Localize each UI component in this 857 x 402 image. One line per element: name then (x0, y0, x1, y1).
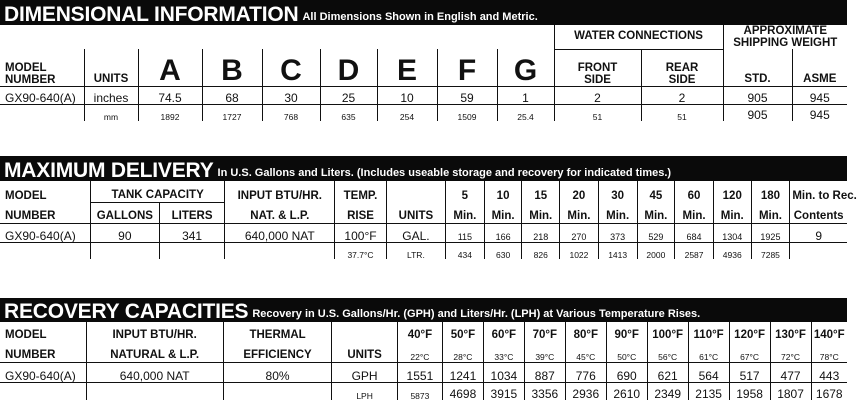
gallons-cell: 90 (90, 223, 159, 242)
delivery-value: 166 (484, 223, 522, 242)
minutes-10: 10 (484, 181, 522, 202)
delivery-table (0, 181, 857, 260)
temp-c-header: 45°C (565, 341, 606, 362)
recovery-input-cell: 640,000 NAT (86, 362, 223, 382)
dimensional-title: DIMENSIONAL INFORMATION (4, 3, 299, 26)
recovery-value: 1551 (397, 362, 442, 382)
efficiency-cell (223, 382, 332, 400)
recovery-header-row-2 (0, 341, 847, 362)
dimensional-row-mm (0, 104, 847, 121)
temp-c-header: 56°C (647, 341, 688, 362)
minutes-60: 60 (675, 181, 714, 202)
dimensional-header-row-1 (0, 25, 847, 49)
dim-value-f: 1509 (437, 104, 497, 121)
recovery-model-cell (0, 382, 86, 400)
approx-shipping-header (723, 25, 847, 49)
recovery-table (0, 322, 847, 400)
dim-value-d: 635 (320, 104, 377, 121)
recovery-value: 477 (770, 362, 811, 382)
rear-side-line2: SIDE (668, 73, 696, 86)
tank-capacity-header: TANK CAPACITY (90, 181, 225, 202)
dim-value-e: 10 (377, 86, 437, 104)
units-header: UNITS (386, 202, 445, 223)
recovery-value: 2936 (565, 382, 606, 400)
min-label: Min. (637, 202, 675, 223)
input-cell: 640,000 NAT (225, 223, 335, 242)
units-cell: LPH (332, 382, 398, 400)
dim-letter-c: C (262, 49, 320, 86)
dim-letter-g: G (497, 49, 554, 86)
dimensional-row-inches (0, 86, 847, 104)
min-to-rec-cell (790, 242, 847, 259)
dim-value-std: 905 (723, 86, 792, 104)
recovery-input-cell (86, 382, 223, 400)
water-connections-header: WATER CONNECTIONS (554, 25, 723, 49)
delivery-header-row-2 (0, 202, 847, 223)
input-btu-header-line1: INPUT BTU/HR. (225, 181, 335, 202)
temp-c-header: 50°C (606, 341, 647, 362)
recovery-row-gph (0, 362, 847, 382)
recovery-value: 1807 (770, 382, 811, 400)
std-header: STD. (723, 49, 792, 86)
minutes-45: 45 (637, 181, 675, 202)
recovery-value: 3915 (483, 382, 524, 400)
delivery-value: 684 (675, 223, 714, 242)
dim-value-asme: 945 (792, 86, 847, 104)
delivery-value: 373 (598, 223, 637, 242)
minutes-5: 5 (446, 181, 485, 202)
temp-c-header: 28°C (442, 341, 483, 362)
recovery-title-bar (0, 298, 847, 322)
dim-letter-f: F (437, 49, 497, 86)
recovery-value: 4698 (442, 382, 483, 400)
temp-f-header: 60°F (483, 322, 524, 341)
input-btu-header-line2: NATURAL & L.P. (86, 341, 223, 362)
dim-letter-d: D (320, 49, 377, 86)
front-side-line1: FRONT (577, 61, 618, 74)
gallons-header: GALLONS (90, 202, 159, 223)
temp-f-header: 90°F (606, 322, 647, 341)
model-number-header (0, 49, 84, 86)
dim-letter-a: A (138, 49, 202, 86)
liters-cell: 341 (159, 223, 225, 242)
min-label: Min. (484, 202, 522, 223)
minutes-15: 15 (522, 181, 560, 202)
recovery-value: 517 (729, 362, 770, 382)
delivery-value: 1304 (713, 223, 751, 242)
delivery-value: 826 (522, 242, 560, 259)
dim-model-cell (0, 104, 84, 121)
dim-value-c: 30 (262, 86, 320, 104)
dim-letter-b: B (202, 49, 262, 86)
delivery-value: 630 (484, 242, 522, 259)
model-header-line2: NUMBER (0, 341, 86, 362)
delivery-value: 4936 (713, 242, 751, 259)
model-header-line2: NUMBER (5, 73, 56, 86)
recovery-value: 5873 (397, 382, 442, 400)
temp-c-header: 78°C (811, 341, 847, 362)
dim-value-g: 25.4 (497, 104, 554, 121)
units-header: UNITS (332, 341, 398, 362)
temp-c-header: 61°C (688, 341, 729, 362)
units-cell: GPH (332, 362, 398, 382)
recovery-value: 3356 (524, 382, 565, 400)
delivery-value: 529 (637, 223, 675, 242)
recovery-value: 2349 (647, 382, 688, 400)
dim-value-a: 1892 (138, 104, 202, 121)
delivery-value: 434 (446, 242, 485, 259)
recovery-value: 1678 (811, 382, 847, 400)
recovery-value: 887 (524, 362, 565, 382)
delivery-value: 115 (446, 223, 485, 242)
recovery-value: 443 (811, 362, 847, 382)
dim-value-e: 254 (377, 104, 437, 121)
recovery-value: 564 (688, 362, 729, 382)
temp-f-header: 80°F (565, 322, 606, 341)
dim-value-b: 1727 (202, 104, 262, 121)
dimensional-title-bar (0, 0, 847, 25)
delivery-value: 2000 (637, 242, 675, 259)
temp-header-line1: TEMP. (335, 181, 387, 202)
minutes-30: 30 (598, 181, 637, 202)
dim-value-a: 74.5 (138, 86, 202, 104)
input-btu-header-line1: INPUT BTU/HR. (86, 322, 223, 341)
dimensional-subtitle: All Dimensions Shown in English and Metric. (302, 11, 538, 23)
delivery-title-bar (0, 156, 847, 181)
dim-value-front: 2 (554, 86, 641, 104)
units-header: UNITS (84, 49, 138, 86)
recovery-subtitle: Recovery in U.S. Gallons/Hr. (GPH) and Liters/Hr. (LPH) at Various Temperature Rises. (252, 308, 701, 320)
min-label: Min. (751, 202, 790, 223)
dim-value-front: 51 (554, 104, 641, 121)
model-header-line1: MODEL (5, 189, 47, 202)
delivery-row-ltr (0, 242, 847, 259)
temp-cell: 37.7°C (335, 242, 387, 259)
dimensional-table (0, 25, 847, 121)
dim-value-c: 768 (262, 104, 320, 121)
min-to-rec-header-line2: Contents (790, 202, 847, 223)
liters-header: LITERS (159, 202, 225, 223)
dim-value-rear: 2 (641, 86, 723, 104)
min-to-rec-header-line1: Min. to Rec. (790, 181, 847, 202)
asme-header: ASME (792, 49, 847, 86)
dim-value-f: 59 (437, 86, 497, 104)
rear-side-line1: REAR (665, 61, 699, 74)
temp-cell: 100°F (335, 223, 387, 242)
recovery-value: 1241 (442, 362, 483, 382)
temp-f-header: 100°F (647, 322, 688, 341)
recovery-model-cell: GX90-640(A) (0, 362, 86, 382)
delivery-value: 270 (560, 223, 599, 242)
recovery-value: 690 (606, 362, 647, 382)
recovery-value: 2135 (688, 382, 729, 400)
min-label: Min. (446, 202, 485, 223)
front-side-header (554, 49, 641, 86)
efficiency-cell: 80% (223, 362, 332, 382)
minutes-180: 180 (751, 181, 790, 202)
thermal-header-line1: THERMAL (223, 322, 332, 341)
units-cell: LTR. (386, 242, 445, 259)
model-header-line2: NUMBER (0, 202, 90, 223)
delivery-value: 1022 (560, 242, 599, 259)
approx-shipping-line1: APPROXIMATE (743, 25, 828, 37)
delivery-value: 7285 (751, 242, 790, 259)
rear-side-header (641, 49, 723, 86)
minutes-120: 120 (713, 181, 751, 202)
temp-c-header: 72°C (770, 341, 811, 362)
min-label: Min. (560, 202, 599, 223)
min-label: Min. (522, 202, 560, 223)
dim-letter-e: E (377, 49, 437, 86)
dim-value-rear: 51 (641, 104, 723, 121)
delivery-row-gal (0, 223, 847, 242)
minutes-20: 20 (560, 181, 599, 202)
dim-units-cell: mm (84, 104, 138, 121)
dim-units-cell: inches (84, 86, 138, 104)
input-cell (225, 242, 335, 259)
recovery-value: 2610 (606, 382, 647, 400)
recovery-header-row-1 (0, 322, 847, 341)
model-header-line1: MODEL (5, 328, 47, 341)
temp-c-header: 33°C (483, 341, 524, 362)
delivery-title: MAXIMUM DELIVERY (4, 159, 214, 182)
dimensional-header-row-2 (0, 49, 847, 86)
dim-value-std: 905 (723, 104, 792, 121)
min-label: Min. (713, 202, 751, 223)
temp-f-header: 70°F (524, 322, 565, 341)
temp-f-header: 50°F (442, 322, 483, 341)
recovery-value: 1034 (483, 362, 524, 382)
delivery-subtitle: In U.S. Gallons and Liters. (Includes useable storage and recovery for indicated times.) (217, 167, 672, 179)
gallons-cell (90, 242, 159, 259)
recovery-value: 621 (647, 362, 688, 382)
delivery-header-row-1 (0, 181, 847, 202)
min-to-rec-cell: 9 (790, 223, 847, 242)
dim-value-b: 68 (202, 86, 262, 104)
recovery-row-lph (0, 382, 847, 400)
temp-header-line2: RISE (335, 202, 387, 223)
temp-f-header: 40°F (397, 322, 442, 341)
temp-c-header: 22°C (397, 341, 442, 362)
delivery-value: 2587 (675, 242, 714, 259)
thermal-header-line2: EFFICIENCY (223, 341, 332, 362)
input-btu-header-line2: NAT. & L.P. (225, 202, 335, 223)
temp-f-header: 120°F (729, 322, 770, 341)
min-label: Min. (675, 202, 714, 223)
dim-value-asme: 945 (792, 104, 847, 121)
min-label: Min. (598, 202, 637, 223)
front-side-line2: SIDE (584, 73, 611, 86)
recovery-value: 1958 (729, 382, 770, 400)
approx-shipping-line2: SHIPPING WEIGHT (733, 37, 838, 49)
delivery-model-cell (0, 242, 90, 259)
liters-cell (159, 242, 225, 259)
temp-f-header: 130°F (770, 322, 811, 341)
temp-f-header: 140°F (811, 322, 847, 341)
delivery-value: 218 (522, 223, 560, 242)
dim-value-d: 25 (320, 86, 377, 104)
dim-value-g: 1 (497, 86, 554, 104)
delivery-value: 1413 (598, 242, 637, 259)
recovery-value: 776 (565, 362, 606, 382)
delivery-value: 1925 (751, 223, 790, 242)
dim-model-cell: GX90-640(A) (0, 86, 84, 104)
temp-c-header: 39°C (524, 341, 565, 362)
temp-f-header: 110°F (688, 322, 729, 341)
units-cell: GAL. (386, 223, 445, 242)
delivery-model-cell: GX90-640(A) (0, 223, 90, 242)
model-header-line1: MODEL (5, 61, 47, 74)
temp-c-header: 67°C (729, 341, 770, 362)
recovery-title: RECOVERY CAPACITIES (4, 300, 249, 323)
